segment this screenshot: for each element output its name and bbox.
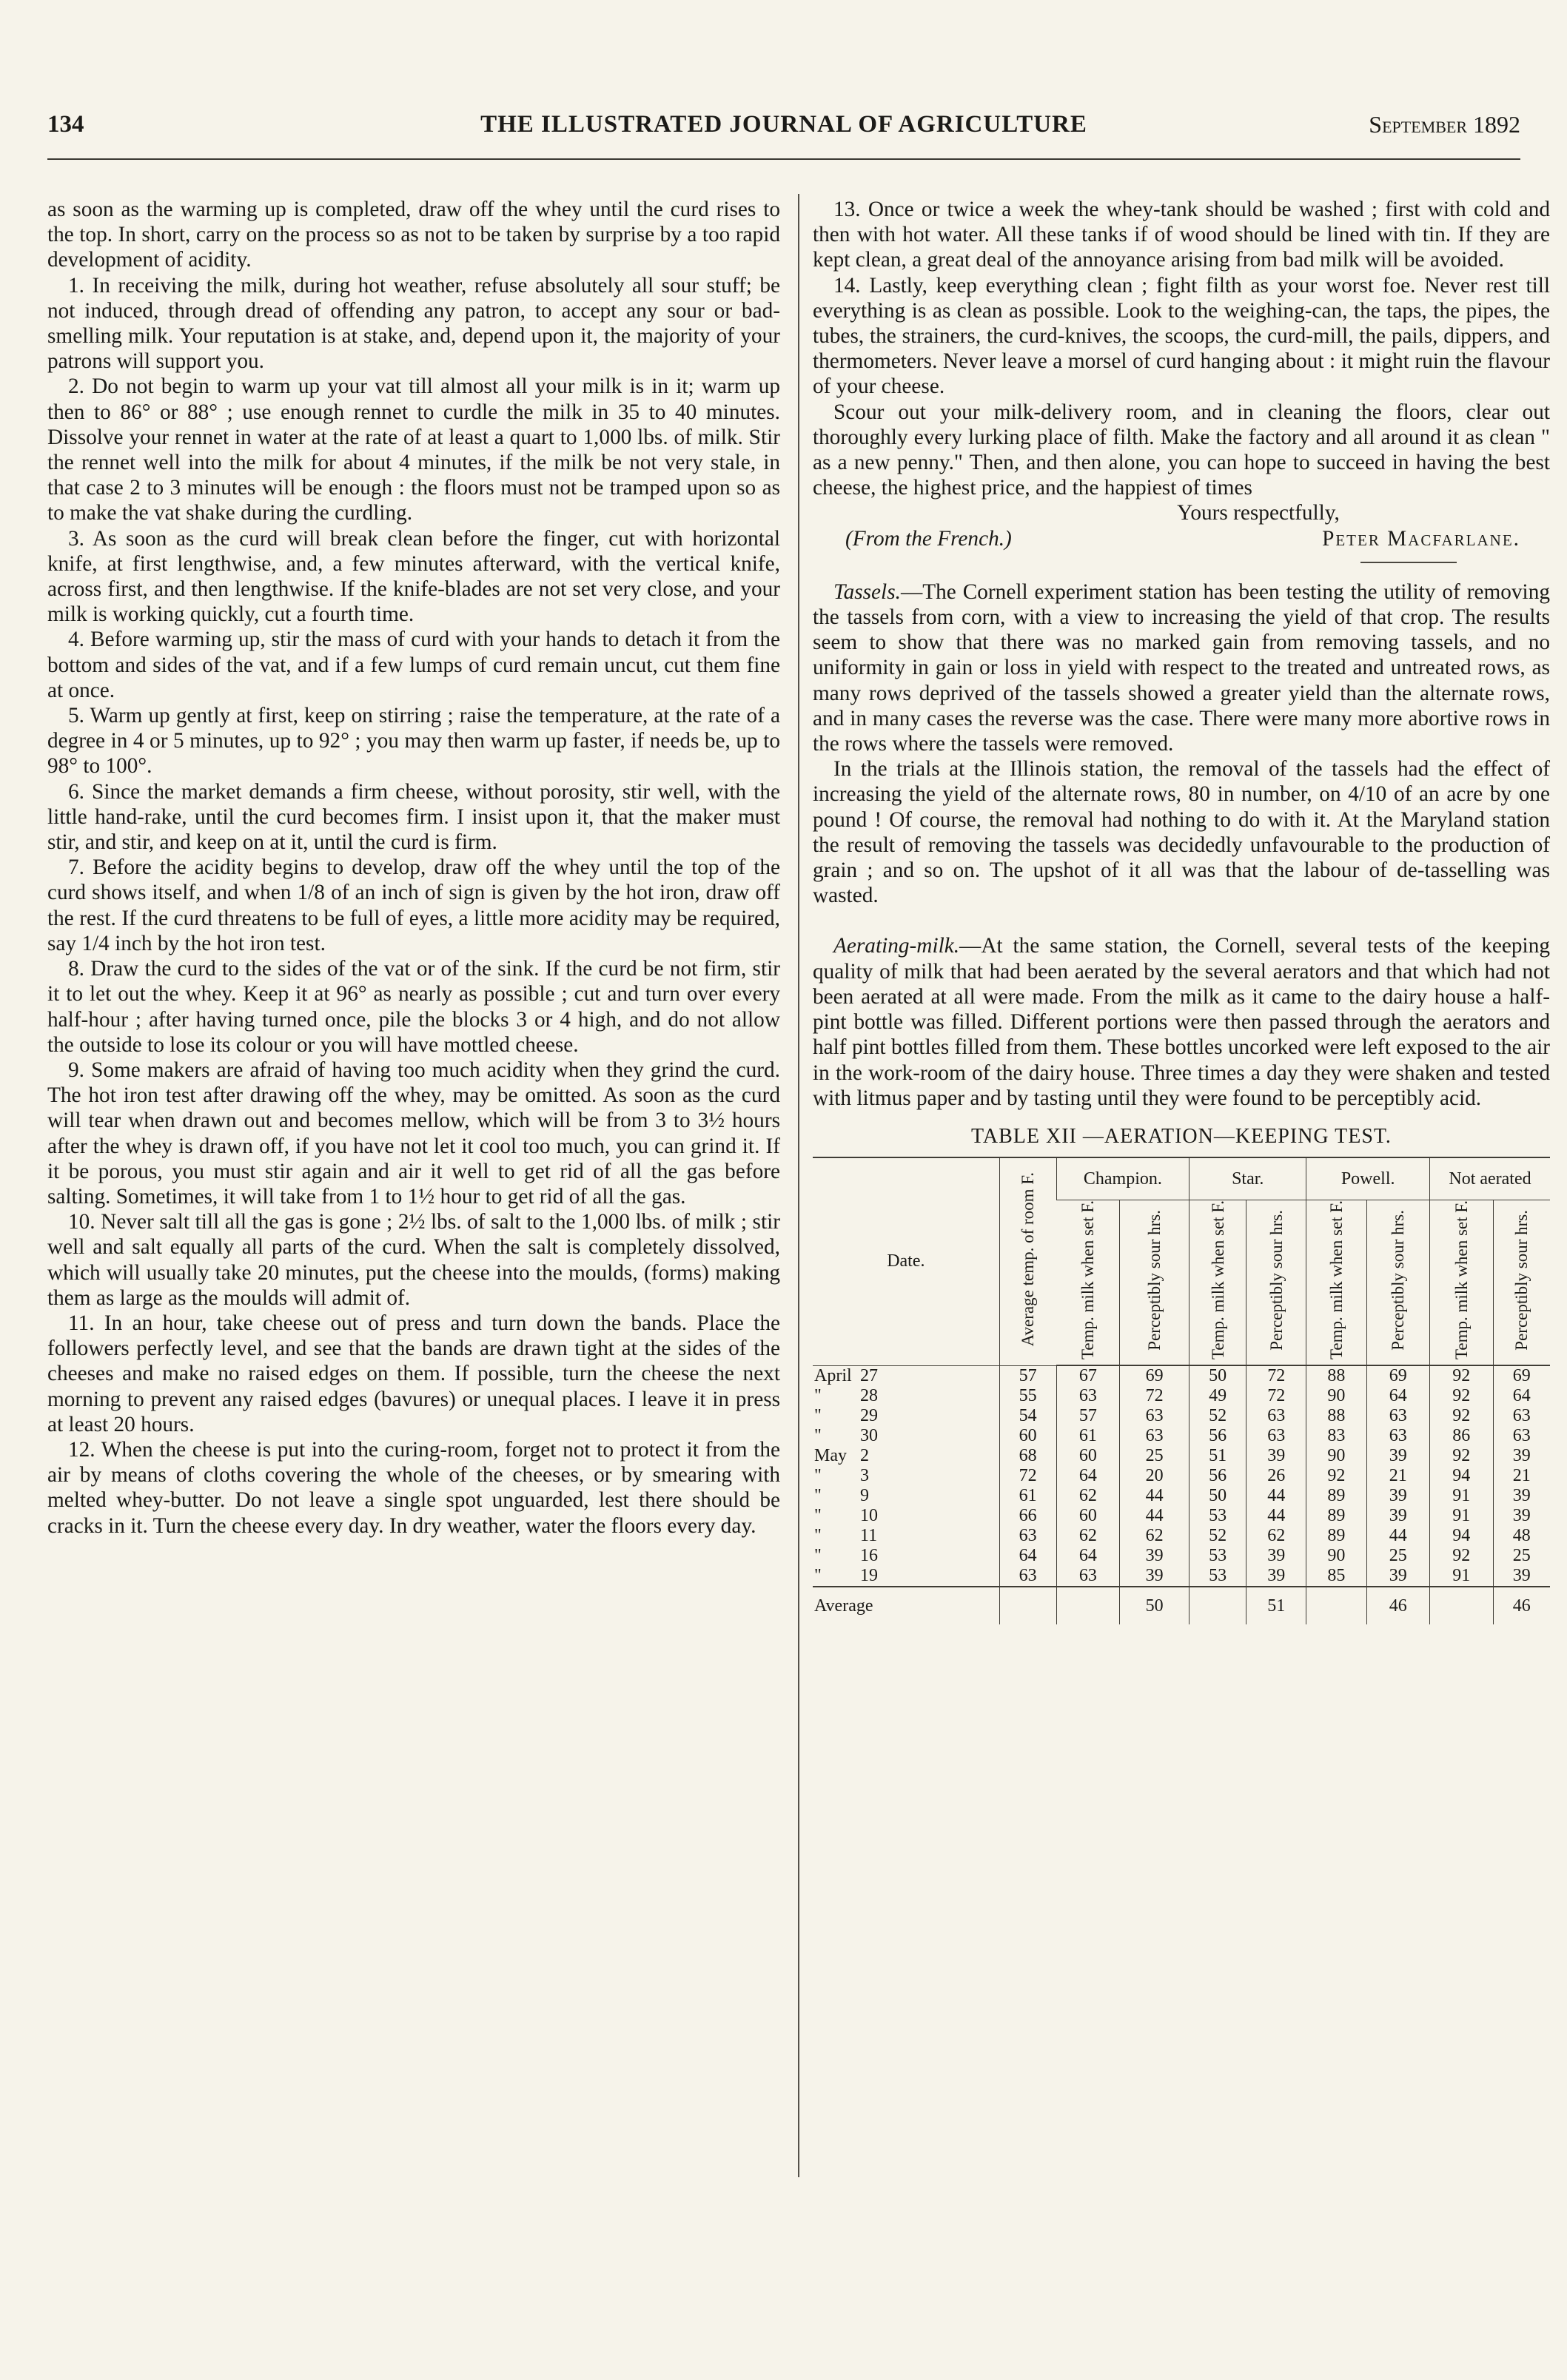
date-cell: " 9 bbox=[814, 1486, 869, 1506]
table-cell: 91 bbox=[1430, 1506, 1493, 1526]
table-cell: 63 bbox=[1056, 1566, 1119, 1587]
table-cell: 69 bbox=[1493, 1365, 1550, 1386]
paragraph: 6. Since the market demands a firm cheese, without porosity, stir well, with the little hand-rake, until the curd becomes firm. I insist upon it, that the maker must stir, and stir, and keep on at it, until the curd is firm. bbox=[47, 779, 780, 855]
table-cell: 52 bbox=[1189, 1526, 1246, 1546]
table-cell: 50 bbox=[1189, 1486, 1246, 1506]
table-row bbox=[813, 1406, 1550, 1426]
table-row bbox=[813, 1365, 1550, 1386]
table-cell: 63 bbox=[1366, 1426, 1429, 1446]
table-cell: 89 bbox=[1306, 1486, 1366, 1506]
paragraph: 14. Lastly, keep everything clean ; fight filth as your worst foe. Never rest till everything is as clean as possible. Look to the weighing-can, the taps, the pipes, the tubes, the strainers, the curd-knives, the scoops, the curd-mill, the pails, dippers, and thermometers. Never leave a morsel of curd hanging about : it might ruin the flavour of your cheese. bbox=[813, 273, 1550, 399]
paragraph: 10. Never salt till all the gas is gone ; 2½ lbs. of salt to the 1,000 lbs. of milk ; stir well and salt equally all parts of the curd. When the salt is completely dissolved, which will usually take 20 minutes, put the cheese into the moulds, (forms) making them as large as the moulds will admit of. bbox=[47, 1210, 780, 1310]
table-cell: 62 bbox=[1056, 1526, 1119, 1546]
table-cell: 39 bbox=[1366, 1486, 1429, 1506]
table-cell: 21 bbox=[1366, 1466, 1429, 1486]
table-cell: 25 bbox=[1366, 1546, 1429, 1566]
date-cell: " 16 bbox=[814, 1546, 878, 1566]
paragraph: 7. Before the acidity begins to develop, draw off the whey until the top of the curd shows itself, and when 1/8 of an inch of sign is given by the hot iron, draw off the rest. If the curd threatens to be full of eyes, a little more acidity may be required, say 1/4 inch by the hot iron test. bbox=[47, 855, 780, 955]
table-cell: 39 bbox=[1366, 1446, 1429, 1466]
group-header-star: Star. bbox=[1189, 1158, 1306, 1200]
table-cell: 25 bbox=[1120, 1446, 1189, 1466]
table-cell: 61 bbox=[1056, 1426, 1119, 1446]
table-row bbox=[813, 1446, 1550, 1466]
table-cell: 64 bbox=[1366, 1386, 1429, 1406]
table-cell: 57 bbox=[999, 1365, 1056, 1386]
table-cell: 64 bbox=[1056, 1546, 1119, 1566]
table-cell: 39 bbox=[1120, 1546, 1189, 1566]
table-cell: 26 bbox=[1246, 1466, 1306, 1486]
table-title: TABLE XII —AERATION—KEEPING TEST. bbox=[971, 1124, 1392, 1148]
paragraph: 1. In receiving the milk, during hot weather, refuse absolutely all sour stuff; be not induced, through dread of offending any patron, to accept any sour or bad-smelling milk. Your reputation is at stake, and, depend upon it, the majority of your patrons will support you. bbox=[47, 273, 780, 374]
table-row bbox=[813, 1506, 1550, 1526]
table-cell: 62 bbox=[1056, 1486, 1119, 1506]
right-column bbox=[813, 197, 1550, 1624]
average-value: 46 bbox=[1493, 1587, 1550, 1624]
table-cell: 64 bbox=[1056, 1466, 1119, 1486]
paragraph: 9. Some makers are afraid of having too much acidity when they grind the curd. The hot iron test after drawing off the whey, may be omitted. As soon as the curd will tear when drawn out and becomes mellow, which will be from 3 to 3½ hours after the whey is drawn off, if you have not let it cool too much, you can grind it. If it be porous, you must stir again and air it well to get rid of all the gas before salting. Sometimes, it will take from 1 to 1½ hour to get rid of all the gas. bbox=[47, 1058, 780, 1209]
table-cell: 39 bbox=[1246, 1546, 1306, 1566]
date-cell: " 28 bbox=[814, 1386, 878, 1406]
aerating-heading: Aerating-milk. bbox=[833, 934, 960, 958]
column-divider bbox=[798, 194, 799, 2177]
table-cell: 49 bbox=[1189, 1386, 1246, 1406]
table-cell: 39 bbox=[1493, 1446, 1550, 1466]
table-cell: 66 bbox=[999, 1506, 1056, 1526]
table-cell: 51 bbox=[1189, 1446, 1246, 1466]
temp-header: Temp. milk when set F. bbox=[1056, 1200, 1119, 1366]
journal-title: THE ILLUSTRATED JOURNAL OF AGRICULTURE bbox=[480, 111, 1087, 138]
table-cell: 90 bbox=[1306, 1546, 1366, 1566]
average-row bbox=[813, 1587, 1550, 1624]
page-header bbox=[47, 111, 1520, 152]
table-cell: 56 bbox=[1189, 1466, 1246, 1486]
table-cell: 57 bbox=[1056, 1406, 1119, 1426]
table-cell: 62 bbox=[1246, 1526, 1306, 1546]
table-cell: 50 bbox=[1189, 1365, 1246, 1386]
table-cell: 62 bbox=[1120, 1526, 1189, 1546]
table-cell: 63 bbox=[1120, 1426, 1189, 1446]
table-cell: 44 bbox=[1120, 1506, 1189, 1526]
table-cell: 88 bbox=[1306, 1406, 1366, 1426]
table-cell: 56 bbox=[1189, 1426, 1246, 1446]
table-cell: 39 bbox=[1366, 1566, 1429, 1587]
table-cell: 72 bbox=[1246, 1386, 1306, 1406]
table-cell: 89 bbox=[1306, 1506, 1366, 1526]
paragraph: 12. When the cheese is put into the curing-room, forget not to protect it from the air by means of cloths covering the whole of the cheeses, or by smearing with melted whey-butter. Do not leave a single spot unguarded, lest there should be cracks in it. Turn the cheese every day. In dry weather, water the floors every day. bbox=[47, 1437, 780, 1538]
table-cell: 63 bbox=[1246, 1406, 1306, 1426]
sour-header: Perceptibly sour hrs. bbox=[1366, 1200, 1429, 1366]
table-cell: 92 bbox=[1430, 1386, 1493, 1406]
left-column bbox=[47, 197, 780, 1539]
issue-date: September 1892 bbox=[1369, 111, 1520, 138]
signature: Peter Macfarlane. bbox=[1322, 526, 1520, 551]
table-cell: 91 bbox=[1430, 1486, 1493, 1506]
table-cell: 92 bbox=[1430, 1365, 1493, 1386]
table-body bbox=[813, 1365, 1550, 1587]
tassels-paragraph bbox=[813, 579, 1550, 756]
section-rule bbox=[1360, 562, 1457, 563]
paragraph: Scour out your milk-delivery room, and in cleaning the floors, clear out thoroughly every lurking place of filth. Make the factory and all around it as clean " as a new penny." Then, and then alone, you can hope to succeed in having the best cheese, the highest price, and the happiest of times bbox=[813, 400, 1550, 500]
date-cell: " 3 bbox=[814, 1466, 869, 1486]
closing-line: Yours respectfully, bbox=[1177, 501, 1340, 525]
date-cell: " 11 bbox=[814, 1526, 878, 1546]
table-cell: 63 bbox=[1056, 1386, 1119, 1406]
average-label: Average bbox=[813, 1587, 999, 1624]
table-cell: 60 bbox=[1056, 1506, 1119, 1526]
table-cell: 72 bbox=[1246, 1365, 1306, 1386]
table-cell: 44 bbox=[1120, 1486, 1189, 1506]
table-row bbox=[813, 1546, 1550, 1566]
paragraph: 13. Once or twice a week the whey-tank should be washed ; first with cold and then with hot water. All these tanks if of wood should be lined with tin. If they are kept clean, a great deal of the annoyance arising from bad milk will be avoided. bbox=[813, 198, 1550, 272]
table-cell: 39 bbox=[1493, 1486, 1550, 1506]
avg-room-header: Average temp. of room F. bbox=[999, 1158, 1056, 1365]
table-cell: 52 bbox=[1189, 1406, 1246, 1426]
table-cell: 63 bbox=[1246, 1426, 1306, 1446]
temp-header: Temp. milk when set F. bbox=[1189, 1200, 1246, 1366]
table-cell: 94 bbox=[1430, 1526, 1493, 1546]
table-cell: 89 bbox=[1306, 1526, 1366, 1546]
table-cell: 85 bbox=[1306, 1566, 1366, 1587]
table-cell: 90 bbox=[1306, 1446, 1366, 1466]
table-cell: 39 bbox=[1493, 1506, 1550, 1526]
date-cell: May 2 bbox=[814, 1446, 869, 1466]
table-cell: 72 bbox=[1120, 1386, 1189, 1406]
date-cell: " 29 bbox=[814, 1406, 878, 1426]
table-cell: 44 bbox=[1246, 1506, 1306, 1526]
average-value: 46 bbox=[1366, 1587, 1429, 1624]
table-cell: 39 bbox=[1493, 1566, 1550, 1587]
aerating-paragraph bbox=[813, 933, 1550, 1110]
page-number: 134 bbox=[47, 111, 84, 138]
tassels-heading: Tassels. bbox=[833, 579, 901, 604]
group-header-champion: Champion. bbox=[1056, 1158, 1189, 1200]
table-cell: 63 bbox=[1366, 1406, 1429, 1426]
group-header-not-aerated: Not aerated bbox=[1430, 1158, 1550, 1200]
table-cell: 60 bbox=[999, 1426, 1056, 1446]
date-cell: " 19 bbox=[814, 1566, 878, 1586]
table-cell: 92 bbox=[1430, 1446, 1493, 1466]
table-cell: 92 bbox=[1430, 1406, 1493, 1426]
average-value: 50 bbox=[1120, 1587, 1189, 1624]
date-cell: " 30 bbox=[814, 1426, 878, 1446]
signature-line bbox=[813, 526, 1550, 551]
table-cell: 55 bbox=[999, 1386, 1056, 1406]
tassels-text: —The Cornell experiment station has been testing the utility of removing the tassels from corn, with a view to increasing the yield of that crop. The results seem to show that there was no marked gain from removing tassels, and no uniformity in gain or loss in yield with respect to the treated and untreated rows, as many rows deprived of the tassels showed a greater yield than the alternate rows, and in many cases the reverse was the case. There were many more abortive rows in the rows where the tassels were removed. bbox=[813, 579, 1550, 756]
table-cell: 90 bbox=[1306, 1386, 1366, 1406]
table-cell: 92 bbox=[1430, 1546, 1493, 1566]
source-note: (From the French.) bbox=[845, 526, 1012, 551]
table-cell: 21 bbox=[1493, 1466, 1550, 1486]
paragraph: 4. Before warming up, stir the mass of curd with your hands to detach it from the bottom and sides of the vat, and if a few lumps of curd remain uncut, cut them fine at once. bbox=[47, 628, 780, 702]
date-header: Date. bbox=[813, 1158, 999, 1365]
table-cell: 88 bbox=[1306, 1365, 1366, 1386]
table-cell: 20 bbox=[1120, 1466, 1189, 1486]
table-cell: 64 bbox=[1493, 1386, 1550, 1406]
table-cell: 53 bbox=[1189, 1506, 1246, 1526]
sour-header: Perceptibly sour hrs. bbox=[1246, 1200, 1306, 1366]
table-cell: 63 bbox=[999, 1526, 1056, 1546]
table-cell: 67 bbox=[1056, 1365, 1119, 1386]
table-cell: 39 bbox=[1366, 1506, 1429, 1526]
table-cell: 92 bbox=[1306, 1466, 1366, 1486]
sour-header: Perceptibly sour hrs. bbox=[1120, 1200, 1189, 1366]
date-cell: " 10 bbox=[814, 1506, 878, 1526]
paragraph: 11. In an hour, take cheese out of press and turn down the bands. Place the followers perfectly level, and see that the bands are drawn tight at the sides of the cheeses and make no raised edges on them. If possible, turn the cheese the next morning to prevent any raised edges (bavures) or unequal places. I leave it in press at least 20 hours. bbox=[47, 1311, 780, 1436]
table-row bbox=[813, 1386, 1550, 1406]
paragraph: as soon as the warming up is completed, draw off the whey until the curd rises to the top. In short, carry on the process so as not to be taken by surprise by a too rapid development of acidity. bbox=[47, 198, 780, 272]
table-cell: 72 bbox=[999, 1466, 1056, 1486]
table-row bbox=[813, 1426, 1550, 1446]
table-cell: 44 bbox=[1246, 1486, 1306, 1506]
table-cell: 54 bbox=[999, 1406, 1056, 1426]
aerating-text: —At the same station, the Cornell, several tests of the keeping quality of milk that had been aerated by the several aerators and that which had not been aerated at all were made. From the milk as it came to the dairy house a half-pint bottle was filled. Different portions were then passed through the aerators and half pint bottles filled from them. These bottles uncorked were left exposed to the air in the work-room of the dairy house. Three times a day they were shaken and tested with litmus paper and by tasting until they were found to be perceptibly acid. bbox=[813, 934, 1550, 1110]
table-row bbox=[813, 1566, 1550, 1587]
table-cell: 53 bbox=[1189, 1546, 1246, 1566]
aeration-table bbox=[813, 1158, 1550, 1624]
table-cell: 63 bbox=[1493, 1406, 1550, 1426]
table-cell: 69 bbox=[1366, 1365, 1429, 1386]
paragraph: 5. Warm up gently at first, keep on stirring ; raise the temperature, at the rate of a degree in 4 or 5 minutes, up to 92° ; you may then warm up faster, if needs be, up to 98° to 100°. bbox=[47, 704, 780, 779]
table-cell: 53 bbox=[1189, 1566, 1246, 1587]
table-cell: 39 bbox=[1246, 1566, 1306, 1587]
table-cell: 83 bbox=[1306, 1426, 1366, 1446]
paragraph: 3. As soon as the curd will break clean before the finger, cut with horizontal knife, at first lengthwise, and, a few minutes afterward, with the vertical knife, across first, and then lengthwise. If the knife-blades are not set very close, and your milk is working quickly, cut a fourth time. bbox=[47, 526, 780, 627]
table-cell: 44 bbox=[1366, 1526, 1429, 1546]
table-cell: 63 bbox=[999, 1566, 1056, 1587]
paragraph: 8. Draw the curd to the sides of the vat or of the sink. If the curd be not firm, stir it to let out the whey. Keep it at 96° as nearly as possible ; cut and turn over every half-hour ; after having turned once, pile the blocks 3 or 4 high, and do not allow the outside to lose its colour or you will have mottled cheese. bbox=[47, 957, 780, 1057]
table-row bbox=[813, 1526, 1550, 1546]
table-cell: 91 bbox=[1430, 1566, 1493, 1587]
paragraph: In the trials at the Illinois station, the removal of the tassels had the effect of increasing the yield of the alternate rows, 80 in number, on 4/10 of an acre by one pound ! Of course, the removal had nothing to do with it. At the Maryland station the result of removing the tassels was decidedly unfavourable to the production of grain ; and so on. The upshot of it all was that the labour of de-tasselling was wasted. bbox=[813, 757, 1550, 908]
table-cell: 69 bbox=[1120, 1365, 1189, 1386]
table-cell: 60 bbox=[1056, 1446, 1119, 1466]
table-cell: 64 bbox=[999, 1546, 1056, 1566]
table-cell: 39 bbox=[1120, 1566, 1189, 1587]
temp-header: Temp. milk when set F. bbox=[1306, 1200, 1366, 1366]
average-value: 51 bbox=[1246, 1587, 1306, 1624]
table-row bbox=[813, 1486, 1550, 1506]
table-row bbox=[813, 1466, 1550, 1486]
table-cell: 68 bbox=[999, 1446, 1056, 1466]
table-cell: 48 bbox=[1493, 1526, 1550, 1546]
table-cell: 86 bbox=[1430, 1426, 1493, 1446]
group-header-powell: Powell. bbox=[1306, 1158, 1430, 1200]
sour-header: Perceptibly sour hrs. bbox=[1493, 1200, 1550, 1366]
header-rule bbox=[47, 158, 1520, 160]
table-cell: 39 bbox=[1246, 1446, 1306, 1466]
table-cell: 61 bbox=[999, 1486, 1056, 1506]
temp-header: Temp. milk when set F. bbox=[1430, 1200, 1493, 1366]
table-cell: 63 bbox=[1493, 1426, 1550, 1446]
table-cell: 94 bbox=[1430, 1466, 1493, 1486]
table-cell: 25 bbox=[1493, 1546, 1550, 1566]
table-cell: 63 bbox=[1120, 1406, 1189, 1426]
date-cell: April 27 bbox=[814, 1365, 878, 1385]
paragraph: 2. Do not begin to warm up your vat till almost all your milk is in it; warm up then to 86° or 88° ; use enough rennet to curdle the milk in 35 to 40 minutes. Dissolve your rennet in water at the rate of at least a quart to 1,000 lbs. of milk. Stir the rennet well into the milk for about 4 minutes, if the milk be not very stale, in that case 2 to 3 minutes will be enough : the floors must not be tramped upon so as to make the vat shake during the curdling. bbox=[47, 374, 780, 525]
